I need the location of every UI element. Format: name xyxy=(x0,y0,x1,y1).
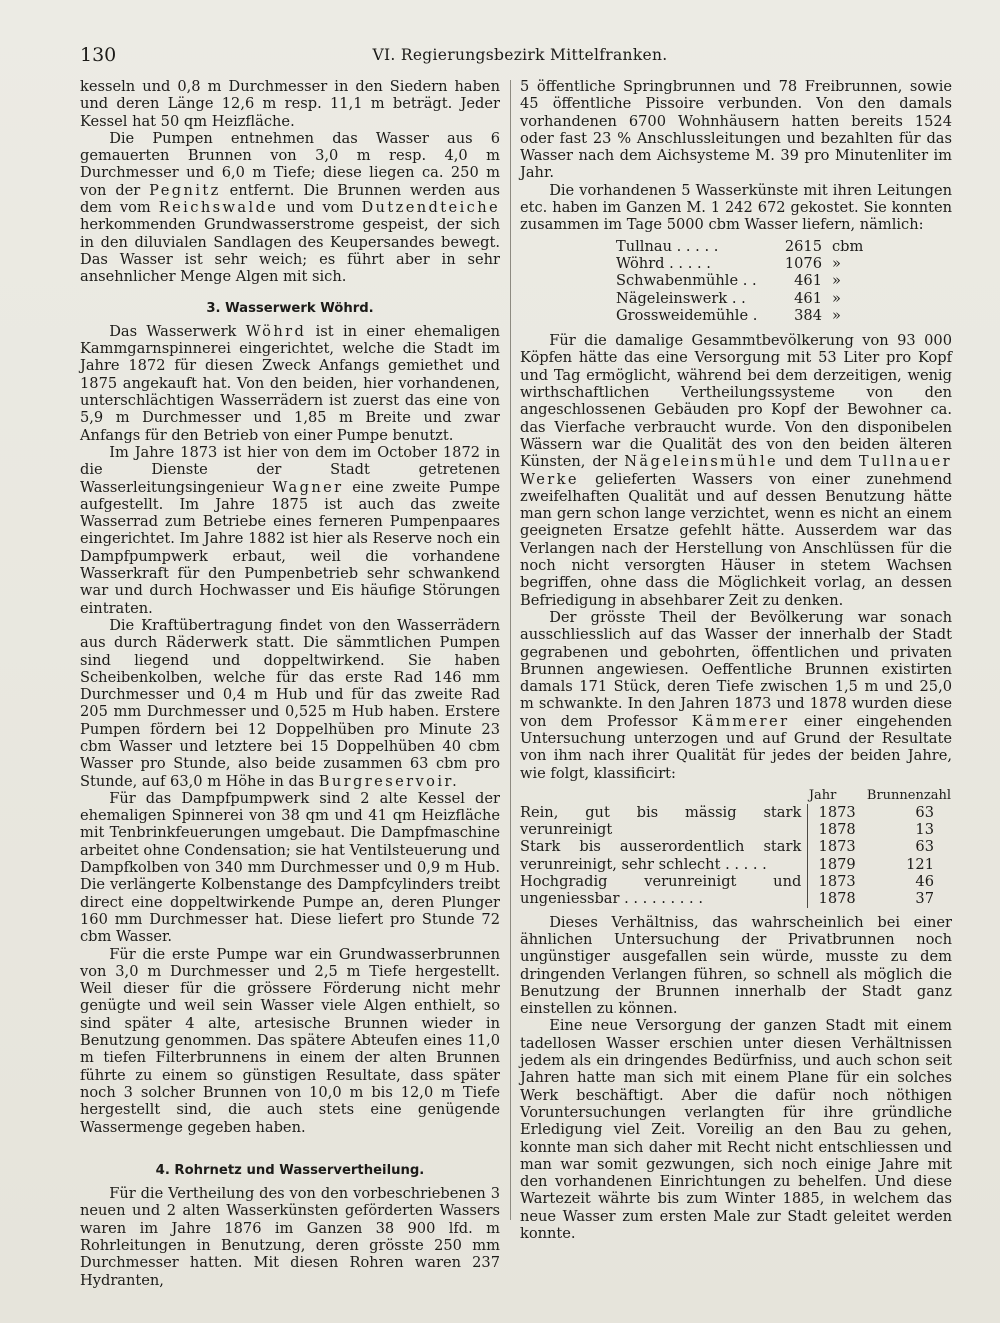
source-name: Tullnau . . . . . xyxy=(616,237,719,255)
page-header xyxy=(80,44,960,68)
source-name: Wöhrd . . . . . xyxy=(616,254,711,272)
spaced-term: Reichswalde xyxy=(158,199,279,217)
water-source-row xyxy=(616,238,863,255)
source-unit: cbm xyxy=(832,237,864,255)
quality-year: 1873 xyxy=(808,838,866,855)
paragraph: Für das Dampfpumpwerk sind 2 alte Kessel der ehemaligen Spinnerei von 38 qm und 41 qm Heizfläche mit Tenbrinkfeuerungen umgebaut. Die Dampfmaschine arbeitet ohne Condensation; sie hat Ventilsteuerung und Dampfkolben von 340 mm Durchmesser und 0,9 m Hub. Die verlängerte Kolbenstange des Dampfcylinders treibt direct eine doppeltwirkende Pumpe an, deren Plunger 160 mm Durchmesser hat. Diese liefert pro Stunde 72 cbm Wasser. xyxy=(80,789,500,946)
section-heading: 3. Wasserwerk Wöhrd. xyxy=(206,300,374,316)
quality-year: 1873 xyxy=(808,804,866,821)
spaced-term: Wagner xyxy=(272,478,344,496)
quality-count: 13 xyxy=(915,821,934,839)
quality-count: 46 xyxy=(915,873,934,891)
paragraph: Der grösste Theil der Bevölkerung war sonach ausschliesslich auf das Wasser der innerhalb der Stadt gegrabenen und gebohrten, öffentlichen und privaten Brunnen angewiesen. Oeffentliche Brunnen existirten damals 171 Stück, deren Tiefe zwischen 1,5 m und 25,0 m schwankte. In den Jahren 1873 und 1878 wurden diese von dem Professor Kämmerer einer eingehenden Untersuchung unterzogen und auf Grund der Resultate von ihm nach ihrer Qualität für jedes der beiden Jahre, wie folgt, klassificirt: xyxy=(520,608,953,782)
quality-row xyxy=(520,804,952,821)
quality-category: Rein, gut bis mässig stark verunreinigt xyxy=(520,803,802,839)
water-source-row xyxy=(616,307,863,324)
paragraph: Die Kraftübertragung findet von den Wasserrädern aus durch Räderwerk statt. Die sämmtlichen Pumpen sind liegend und doppeltwirkend. Sie haben Scheibenkolben, welche für das erste Rad 146 mm Durchmesser und 0,4 m Hub und für das zweite Rad 205 mm Durchmesser und 0,525 m Hub haben. Erstere Pumpen fördern bei 12 Doppelhüben pro Minute 23 cbm Wasser und letztere bei 15 Doppelhüben 40 cbm Wasser pro Stunde, also beide zusammen 63 cbm pro Stunde, auf 63,0 m Höhe in das Burgreservoir. xyxy=(80,616,500,790)
source-amount: 1076 xyxy=(784,254,822,272)
paragraph: Dieses Verhältniss, das wahrscheinlich bei einer ähnlichen Untersuchung der Privatbrunnen noch ungünstiger ausgefallen sein würde, musste zu dem dringenden Verlangen führen, so schnell als möglich die Benutzung der Brunnen innerhalb der Stadt ganz einstellen zu können. xyxy=(520,913,952,1018)
quality-count: 37 xyxy=(915,890,934,908)
spaced-term: Dutzendteiche xyxy=(361,199,501,217)
source-unit: » xyxy=(832,272,841,290)
paragraph: Im Jahre 1873 ist hier von dem im October 1872 in die Dienste der Stadt getretenen Wasserleitungsingenieur Wagner eine zweite Pumpe aufgestellt. Im Jahre 1875 ist auch das zweite Wasserrad zum Betriebe eines ferneren Pumpenpaares eingerichtet. Im Jahre 1882 ist hier als Reserve noch ein Dampfpumpwerk erbaut, weil die vorhandene Wasserkraft für den Pumpenbetrieb sehr schwankend war und durch Hochwasser und Eis häufige Störungen eintraten. xyxy=(80,443,501,617)
source-unit: » xyxy=(832,289,841,307)
left-column xyxy=(80,78,500,1289)
spaced-term: Tullnauer Werke xyxy=(520,453,952,488)
running-title: VI. Regierungsbezirk Mittelfranken. xyxy=(372,46,668,64)
right-column xyxy=(520,78,952,1242)
paragraph: 5 öffentliche Springbrunnen und 78 Freibrunnen, sowie 45 öffentliche Pissoire verbunden. Von den damals vorhandenen 6700 Wohnhäusern hatten bereits 1524 oder fast 23 % Anschlussleitungen und bezahlten für das Wasser nach dem Aichsysteme M. 39 pro Minutenliter im Jahr. xyxy=(520,78,952,182)
page-number: 130 xyxy=(80,44,117,66)
source-amount: 461 xyxy=(794,289,822,307)
source-amount: 461 xyxy=(794,272,822,290)
column-divider xyxy=(510,80,511,1220)
year-column-header: Jahr xyxy=(808,787,837,803)
paragraph: Eine neue Versorgung der ganzen Stadt mit einem tadellosen Wasser erschien unter diesen Verhältnissen jedem als ein dringendes Bedürfniss, und auch schon seit Jahren hatte man sich mit einem Plane für ein solches Werk beschäftigt. Aber die dafür noch nöthigen Voruntersuchungen verlangten für ihre gründliche Erledigung viel Zeit. Voreilig an den Bau zu gehen, konnte man sich daher mit Recht nicht entschliessen und man war somit gezwungen, sich noch einige Jahre mit den vorhandenen Einrichtungen zu behelfen. Und diese Wartezeit währte bis zum Winter 1885, in welchem das neue Wasser zum ersten Male zur Stadt geleitet werden konnte. xyxy=(520,1017,952,1242)
paragraph: Die vorhandenen 5 Wasserkünste mit ihren Leitungen etc. haben im Ganzen M. 1 242 672 gekostet. Sie konnten zusammen im Tage 5000 cbm Wasser liefern, nämlich: xyxy=(520,181,952,234)
spaced-term: Wöhrd xyxy=(245,322,307,340)
paragraph: Für die damalige Gesammtbevölkerung von 93 000 Köpfen hätte das eine Versorgung mit 53 Liter pro Kopf und Tag ermöglicht, während bei dem derzeitigen, wenig wirthschaftlichen Vertheilungssysteme von den angeschlossenen Gebäuden pro Kopf der Bewohner ca. das Vierfache verbraucht wurde. Von den disponibelen Wässern war die Qualität des von den beiden älteren Künsten, der Nägeleinsmühle und dem Tullnauer Werke gelieferten Wassers von einer zunehmend zweifelhaften Qualität und auf dessen Benutzung hätte man gern schon lange verzichtet, wenn es nicht an einem geeigneten Ersatze gefehlt hätte. Ausserdem war das Verlangen nach der Herstellung von Anschlüssen für die noch nicht versorgten Häuser in stetem Wachsen begriffen, ohne dass die Möglichkeit vorlag, an dessen Befriedigung in absehbarer Zeit zu denken. xyxy=(520,332,952,609)
quality-year: 1879 xyxy=(808,856,866,873)
section-heading: 4. Rohrnetz und Wasservertheilung. xyxy=(155,1162,425,1178)
spaced-term: Pegnitz xyxy=(149,181,221,199)
quality-count: 121 xyxy=(906,855,934,873)
paragraph: Für die erste Pumpe war ein Grundwasserbrunnen von 3,0 m Durchmesser und 2,5 m Tiefe hergestellt. Weil dieser für die grössere Förderung nicht mehr genügte und weil sein Wasser viele Algen enthielt, so sind später 4 alte, artesische Brunnen wieder in Benutzung genommen. Das spätere Abteufen eines 11,0 m tiefen Filterbrunnens in einem der alten Brunnen führte zu einem so günstigen Resultate, dass später noch 3 solcher Brunnen von 10,0 m bis 12,0 m Tiefe hergestellt sind, die auch stets eine genügende Wassermenge gegeben haben. xyxy=(80,945,500,1136)
source-name: Grossweidemühle . xyxy=(616,306,758,324)
quality-year: 1878 xyxy=(808,821,866,838)
quality-year: 1873 xyxy=(808,873,866,890)
count-column-header: Brunnenzahl xyxy=(866,787,951,803)
source-unit: » xyxy=(832,306,841,324)
quality-count: 63 xyxy=(915,838,934,856)
paragraph: Das Wasserwerk Wöhrd ist in einer ehemaligen Kammgarnspinnerei eingerichtet, welche die Stadt im Jahre 1872 für diesen Zweck Anfangs gemiethet und 1875 angekauft hat. Von den beiden, hier vorhandenen, unterschlächtigen Wasserrädern ist zuerst das eine von 5,9 m Durchmesser und 1,85 m Breite und zwar Anfangs für den Betrieb von einer Pumpe benutzt. xyxy=(80,322,501,444)
quality-year: 1878 xyxy=(808,890,866,907)
quality-row xyxy=(520,838,952,855)
paragraph: Die Pumpen entnehmen das Wasser aus 6 gemauerten Brunnen von 3,0 m resp. 4,0 m Durchmesser und 6,0 m Tiefe; diese liegen ca. 250 m von der Pegnitz entfernt. Die Brunnen werden aus dem vom Reichswalde und vom Dutzendteiche herkommenden Grundwasserstrome gespeist, der sich in den diluvialen Sandlagen des Keupersandes bewegt. Das Wasser ist sehr weich; es führt aber in sehr ansehnlicher Menge Algen mit sich. xyxy=(80,129,501,286)
quality-category: Hochgradig verunreinigt und ungeniessbar . . . . . . . . . xyxy=(520,873,802,908)
paragraph: Für die Vertheilung des von den vorbeschriebenen 3 neuen und 2 alten Wasserkünsten geförderten Wassers waren im Jahre 1876 im Ganzen 38 900 lfd. m Rohrleitungen in Benutzung, deren grösste 250 mm Durchmesser hatten. Mit diesen Rohren waren 237 Hydranten, xyxy=(80,1185,500,1289)
water-source-row xyxy=(616,272,863,289)
source-unit: » xyxy=(832,254,841,272)
water-sources-table xyxy=(616,238,863,324)
spaced-term: Burgreservoir. xyxy=(318,772,460,790)
quality-row xyxy=(520,873,952,890)
water-source-row xyxy=(616,290,863,307)
source-amount: 384 xyxy=(794,306,822,324)
source-name: Nägeleinswerk . . xyxy=(616,289,746,307)
quality-count: 63 xyxy=(915,803,934,821)
source-name: Schwabenmühle . . xyxy=(616,272,757,290)
spaced-term: Nägeleinsmühle xyxy=(624,453,779,471)
quality-category: Stark bis ausserordentlich stark verunreinigt, sehr schlecht . . . . . xyxy=(520,838,802,873)
well-quality-table xyxy=(520,788,952,908)
quality-header-blank xyxy=(520,788,808,804)
paragraph: kesseln und 0,8 m Durchmesser in den Siedern haben und deren Länge 12,6 m resp. 11,1 m beträgt. Jeder Kessel hat 50 qm Heizfläche. xyxy=(80,78,500,130)
spaced-term: Kämmerer xyxy=(691,712,790,730)
source-amount: 2615 xyxy=(784,237,822,255)
water-source-row xyxy=(616,255,863,272)
